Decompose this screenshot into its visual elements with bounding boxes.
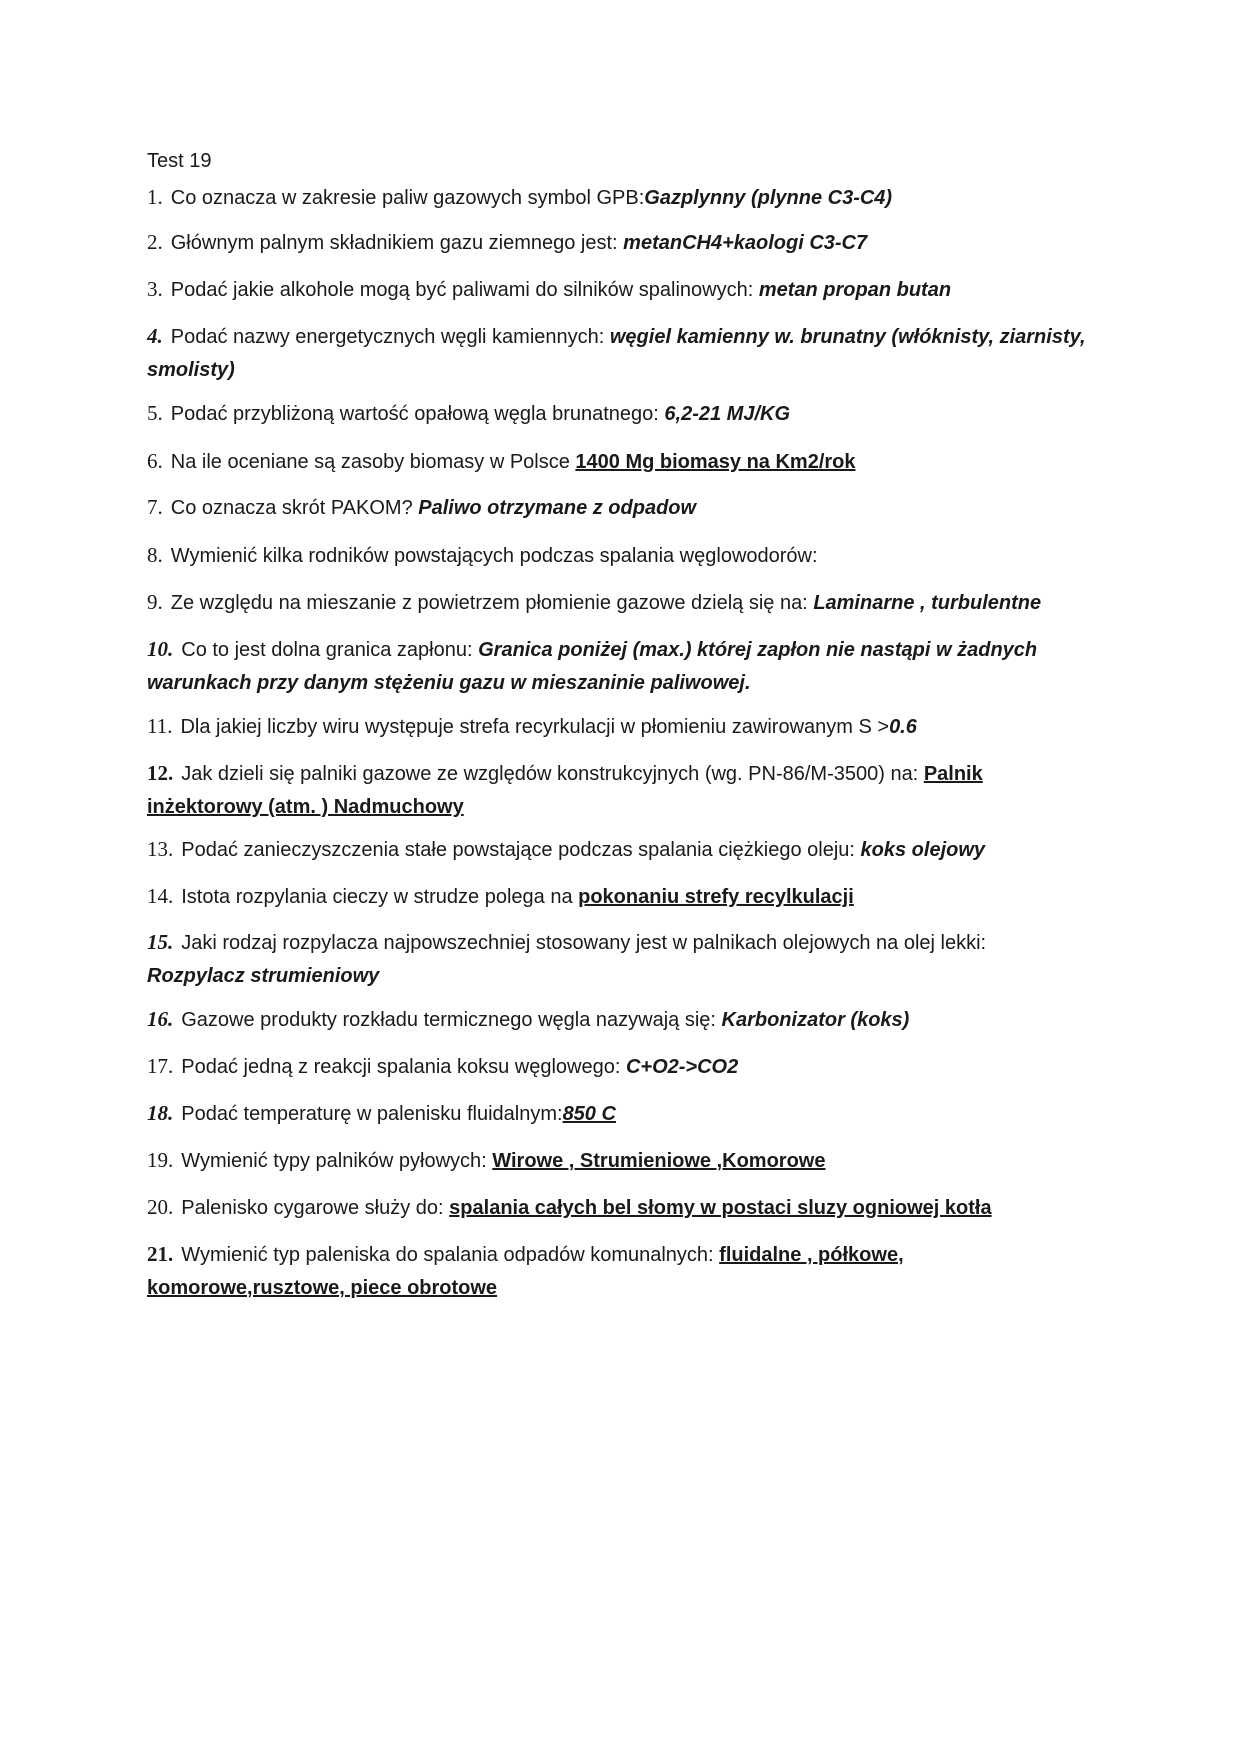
answer-text: fluidalne , półkowe, komorowe,rusztowe, piece obrotowe xyxy=(147,1244,904,1299)
question-number: 7. xyxy=(147,495,163,519)
question-item xyxy=(147,226,1087,260)
question-text: Podać jedną z reakcji spalania koksu węglowego: xyxy=(181,1056,626,1078)
question-text: Podać zanieczyszczenia stałe powstające podczas spalania ciężkiego oleju: xyxy=(181,839,861,861)
question-item xyxy=(147,181,1087,215)
answer-text: Palnik inżektorowy (atm. ) Nadmuchowy xyxy=(147,763,983,818)
question-text: Gazowe produkty rozkładu termicznego węgla nazywają się: xyxy=(181,1009,722,1031)
question-item xyxy=(147,880,1087,914)
question-text: Wymienić kilka rodników powstających podczas spalania węglowodorów: xyxy=(170,545,818,567)
question-item xyxy=(147,633,1087,700)
question-number: 8. xyxy=(147,543,163,567)
question-text: Podać przybliżoną wartość opałową węgla brunatnego: xyxy=(170,403,665,425)
question-text: Na ile oceniane są zasoby biomasy w Polsce xyxy=(170,451,576,473)
question-text: Palenisko cygarowe służy do: xyxy=(181,1197,450,1219)
question-item xyxy=(147,1191,1087,1225)
question-number: 3. xyxy=(147,277,163,301)
question-number: 19. xyxy=(147,1148,174,1172)
question-number: 16. xyxy=(147,1007,174,1031)
answer-text: Gazplynny (plynne C3-C4) xyxy=(644,187,893,209)
question-number: 9. xyxy=(147,590,163,614)
question-text: Podać temperaturę w palenisku fluidalnym: xyxy=(181,1103,563,1125)
answer-text: Granica poniżej (max.) której zapłon nie nastąpi w żadnych warunkach przy danym stężeniu gazu w mieszaninie paliwowej. xyxy=(147,639,1038,694)
answer-text: koks olejowy xyxy=(860,839,986,861)
question-text: Dla jakiej liczby wiru występuje strefa recyrkulacji w płomieniu zawirowanym S > xyxy=(180,716,890,738)
question-number: 2. xyxy=(147,230,163,254)
question-item xyxy=(147,320,1087,387)
question-item xyxy=(147,833,1087,867)
question-number: 6. xyxy=(147,449,163,473)
question-text: Głównym palnym składnikiem gazu ziemnego jest: xyxy=(170,232,624,254)
answer-text: metanCH4+kaologi C3-C7 xyxy=(623,232,868,254)
question-text: Co to jest dolna granica zapłonu: xyxy=(181,639,479,661)
answer-text: Rozpylacz strumieniowy xyxy=(147,965,380,987)
question-number: 1. xyxy=(147,185,163,209)
question-text: Wymienić typy palników pyłowych: xyxy=(181,1150,493,1172)
question-text: Wymienić typ paleniska do spalania odpadów komunalnych: xyxy=(181,1244,720,1266)
answer-text: spalania całych bel słomy w postaci sluzy ogniowej kotła xyxy=(449,1197,992,1219)
answer-text: metan propan butan xyxy=(758,279,952,301)
question-text: Co oznacza skrót PAKOM? xyxy=(170,497,419,519)
question-number: 18. xyxy=(147,1101,174,1125)
question-text: Jaki rodzaj rozpylacza najpowszechniej stosowany jest w palnikach olejowych na olej lekki: xyxy=(181,932,987,954)
question-text: Podać nazwy energetycznych węgli kamiennych: xyxy=(170,326,610,348)
answer-text: Wirowe , Strumieniowe ,Komorowe xyxy=(492,1150,826,1172)
question-number: 11. xyxy=(147,714,173,738)
answer-text: 0.6 xyxy=(889,716,917,738)
question-number: 10. xyxy=(147,637,174,661)
question-text: Istota rozpylania cieczy w strudze polega na xyxy=(181,886,579,908)
question-text: Jak dzieli się palniki gazowe ze względów konstrukcyjnych (wg. PN-86/M-3500) na: xyxy=(181,763,924,785)
question-item xyxy=(147,710,1087,744)
answer-text: C+O2->CO2 xyxy=(625,1056,739,1078)
answer-text: Laminarne , turbulentne xyxy=(813,592,1042,614)
answer-text: 850 C xyxy=(562,1103,616,1125)
question-item xyxy=(147,1238,1087,1305)
question-item xyxy=(147,491,1087,525)
question-item xyxy=(147,397,1087,431)
question-text: Podać jakie alkohole mogą być paliwami do silników spalinowych: xyxy=(170,279,759,301)
question-number: 13. xyxy=(147,837,174,861)
answer-text: pokonaniu strefy recylkulacji xyxy=(578,886,854,908)
question-item xyxy=(147,1003,1087,1037)
question-item xyxy=(147,1144,1087,1178)
answer-text: 6,2-21 MJ/KG xyxy=(664,403,790,425)
answer-text: Karbonizator (koks) xyxy=(721,1009,910,1031)
question-item xyxy=(147,586,1087,620)
question-item xyxy=(147,926,1087,993)
question-item xyxy=(147,1050,1087,1084)
question-item xyxy=(147,757,1087,824)
question-number: 21. xyxy=(147,1242,174,1266)
question-number: 15. xyxy=(147,930,174,954)
answer-text: 1400 Mg biomasy na Km2/rok xyxy=(575,451,856,473)
question-text: Co oznacza w zakresie paliw gazowych symbol GPB: xyxy=(170,187,645,209)
question-number: 12. xyxy=(147,761,174,785)
question-number: 14. xyxy=(147,884,174,908)
question-item xyxy=(147,1097,1087,1131)
question-number: 20. xyxy=(147,1195,174,1219)
question-text: Ze względu na mieszanie z powietrzem płomienie gazowe dzielą się na: xyxy=(170,592,814,614)
question-number: 17. xyxy=(147,1054,174,1078)
question-item xyxy=(147,273,1087,307)
question-number: 5. xyxy=(147,401,163,425)
page-title: Test 19 xyxy=(147,150,212,172)
answer-text: Paliwo otrzymane z odpadow xyxy=(418,497,697,519)
question-item xyxy=(147,445,1087,479)
question-item xyxy=(147,539,1087,573)
question-number: 4. xyxy=(147,324,163,348)
answer-text: węgiel kamienny w. brunatny (włóknisty, ziarnisty, smolisty) xyxy=(147,326,1086,381)
